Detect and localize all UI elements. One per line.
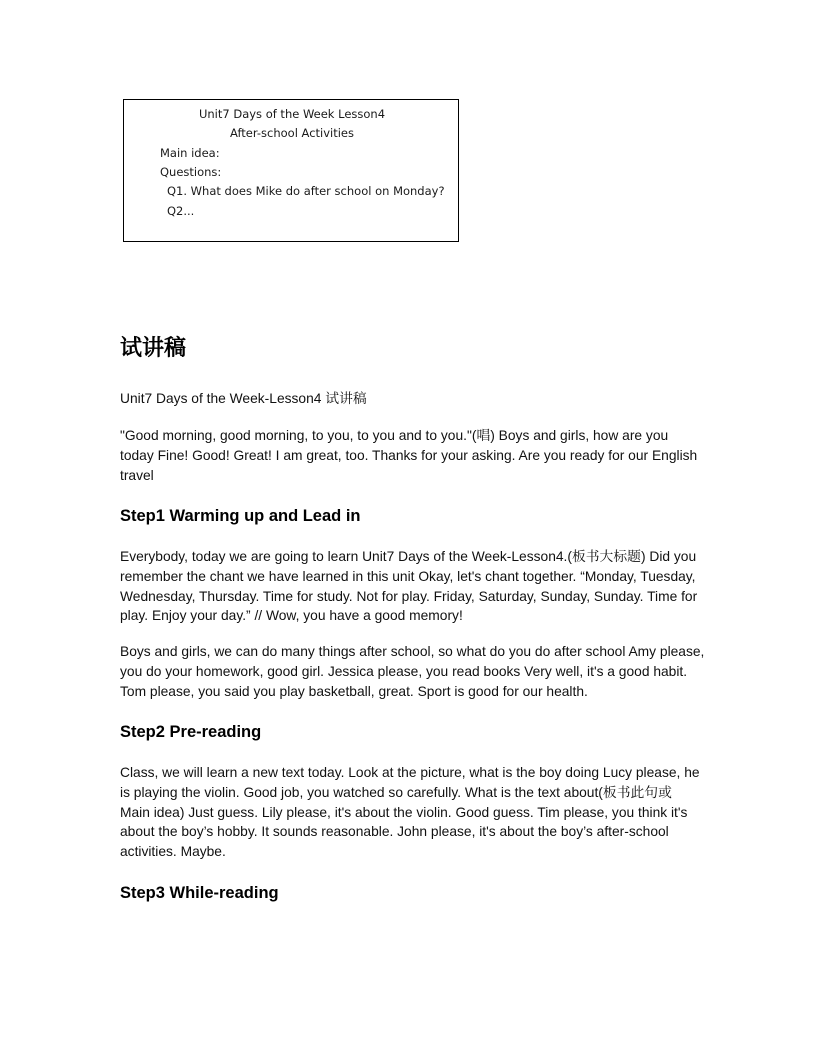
document-subtitle: Unit7 Days of the Week-Lesson4 试讲稿 xyxy=(120,391,367,406)
board-main-idea: Main idea: xyxy=(160,146,220,160)
intro-paragraph: "Good morning, good morning, to you, to you and to you."(唱) Boys and girls, how are you today Fine! Good! Great! I am great, too. Thanks for your asking. Are you ready for our English travel xyxy=(120,428,698,483)
document-heading: 试讲稿 xyxy=(120,336,187,361)
board-questions-label: Questions: xyxy=(160,165,222,179)
board-subtitle: After-school Activities xyxy=(229,126,355,140)
board-question-1: Q1. What does Mike do after school on Monday? xyxy=(167,184,445,198)
board-question-2: Q2... xyxy=(167,204,195,218)
step1-paragraph-1: Everybody, today we are going to learn Unit7 Days of the Week-Lesson4.(板书大标题) Did you remember the chant we have learned in this unit Okay, let's chant together. “Monday, Tuesday, Wednesday, Thursday. Time for study. Not for play. Friday, Saturday, Sunday, Sunday. Time for play. Enjoy your day.” // Wow, you have a good memory! xyxy=(120,549,698,624)
board-title: Unit7 Days of the Week Lesson4 xyxy=(198,107,386,121)
step2-heading: Step2 Pre-reading xyxy=(120,723,262,741)
step1-paragraph-2: Boys and girls, we can do many things after school, so what do you do after school Amy please, you do your homework, good girl. Jessica please, you read books Very well, it's a good habit. Tom please, you said you play basketball, great. Sport is good for our health. xyxy=(120,644,705,699)
step3-heading: Step3 While-reading xyxy=(120,884,279,902)
step2-paragraph-1: Class, we will learn a new text today. Look at the picture, what is the boy doing Lucy please, he is playing the violin. Good job, you watched so carefully. What is the text about(板书此句或 Main idea) Just guess. Lily please, it's about the violin. Good guess. Tim please, you think it's about the boy’s hobby. It sounds reasonable. John please, it's about the boy’s after-school activities. Maybe. xyxy=(120,765,700,860)
blackboard-design-box xyxy=(123,99,459,242)
step1-heading: Step1 Warming up and Lead in xyxy=(120,507,361,525)
